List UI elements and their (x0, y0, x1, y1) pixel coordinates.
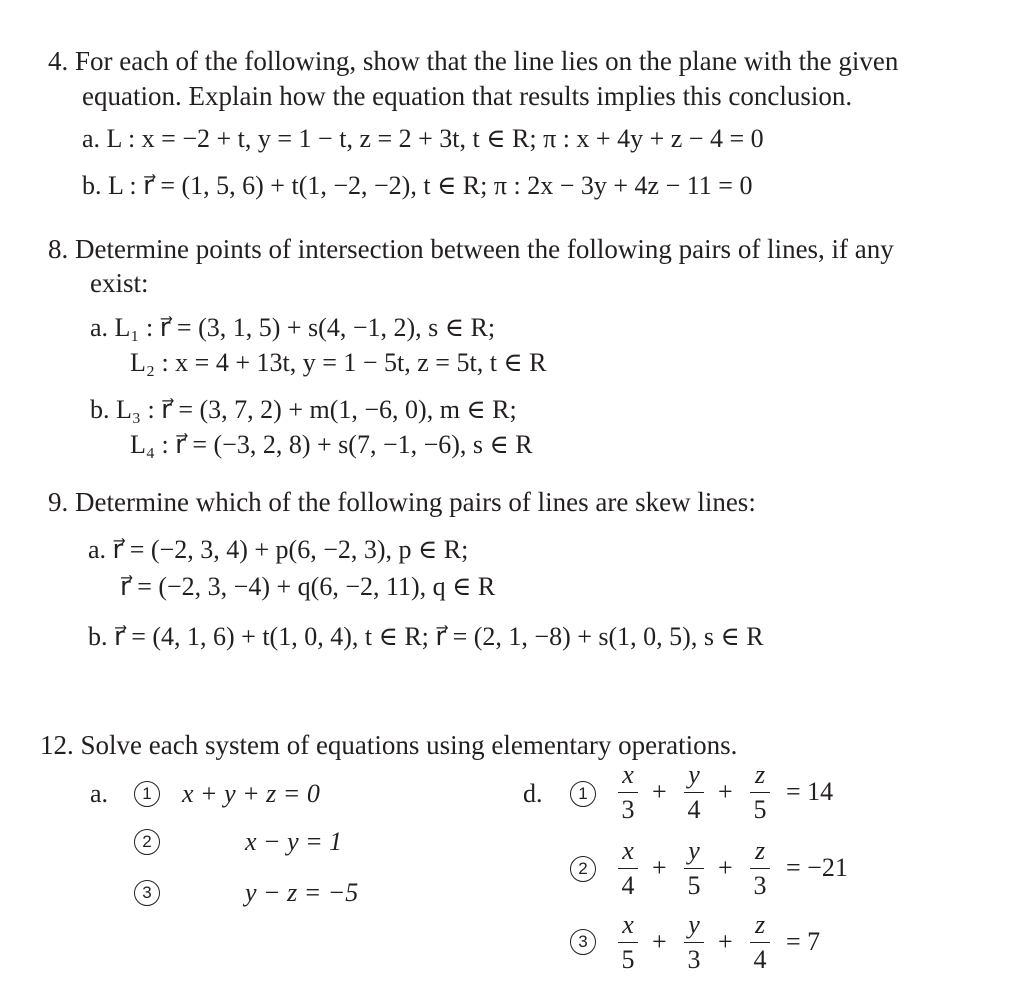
problem-8a-line-2: L₂ : x = 4 + 13t, y = 1 − 5t, z = 5t, t ∈ R (130, 348, 547, 377)
problem-9a-line-2: r⃗ = (−2, 3, −4) + q(6, −2, 11), q ∈ R (120, 572, 496, 601)
numerator: x (622, 760, 634, 789)
fraction-y-over-4 (682, 760, 706, 825)
fraction-z-over-3 (748, 836, 772, 901)
circled-number-3: 3 (570, 929, 596, 955)
fraction-x-over-3 (616, 760, 640, 825)
denominator: 3 (621, 795, 635, 824)
plus-sign: + (652, 853, 667, 882)
numerator: y (688, 836, 700, 865)
denominator: 3 (753, 871, 767, 900)
denominator: 3 (687, 945, 701, 974)
denominator: 4 (753, 945, 767, 974)
problem-12d-label: d. (523, 779, 543, 808)
fraction-bar (684, 868, 704, 869)
problem-8b-line-1: b. L₃ : r⃗ = (3, 7, 2) + m(1, −6, 0), m ∈ R; (90, 395, 517, 424)
numerator: z (754, 760, 766, 789)
numerator: x (622, 836, 634, 865)
circled-number-1: 1 (134, 781, 160, 807)
fraction-bar (618, 792, 638, 793)
problem-12a-equation-3: y − z = −5 (245, 878, 359, 907)
plus-sign: + (652, 927, 667, 956)
fraction-bar (750, 868, 770, 869)
problem-12a-label: a. (90, 779, 109, 808)
fraction-y-over-5 (682, 836, 706, 901)
problem-4a: a. L : x = −2 + t, y = 1 − t, z = 2 + 3t, t ∈ R; π : x + 4y + z − 4 = 0 (82, 124, 764, 153)
right-hand-side: = −21 (786, 853, 848, 882)
fraction-bar (750, 942, 770, 943)
denominator: 4 (687, 795, 701, 824)
plus-sign: + (718, 927, 733, 956)
fraction-x-over-4 (616, 836, 640, 901)
problem-12-intro: 12. Solve each system of equations using elementary operations. (40, 730, 738, 760)
problem-9-intro: 9. Determine which of the following pairs of lines are skew lines: (48, 487, 756, 517)
fraction-y-over-3 (682, 910, 706, 975)
numerator: x (622, 910, 634, 939)
problem-4-intro-line-1: 4. For each of the following, show that the line lies on the plane with the given (48, 46, 899, 76)
problem-8a-line-1: a. L₁ : r⃗ = (3, 1, 5) + s(4, −1, 2), s ∈ R; (90, 313, 496, 342)
plus-sign: + (652, 777, 667, 806)
problem-9b: b. r⃗ = (4, 1, 6) + t(1, 0, 4), t ∈ R; r⃗ = (2, 1, −8) + s(1, 0, 5), s ∈ R (88, 622, 764, 651)
numerator: y (688, 760, 700, 789)
problem-8b-line-2: L₄ : r⃗ = (−3, 2, 8) + s(7, −1, −6), s ∈ R (130, 430, 533, 459)
fraction-z-over-5 (748, 760, 772, 825)
problem-4b: b. L : r⃗ = (1, 5, 6) + t(1, −2, −2), t ∈ R; π : 2x − 3y + 4z − 11 = 0 (82, 171, 753, 200)
denominator: 5 (687, 871, 701, 900)
right-hand-side: = 14 (786, 777, 834, 806)
denominator: 5 (621, 945, 635, 974)
problem-12a-equation-1: x + y + z = 0 (182, 779, 320, 808)
numerator: z (754, 836, 766, 865)
plus-sign: + (718, 777, 733, 806)
circled-number-2: 2 (134, 829, 160, 855)
problem-8-intro-line-1: 8. Determine points of intersection between the following pairs of lines, if any (48, 234, 894, 264)
denominator: 4 (621, 871, 635, 900)
fraction-bar (684, 792, 704, 793)
problem-9a-line-1: a. r⃗ = (−2, 3, 4) + p(6, −2, 3), p ∈ R; (88, 535, 469, 564)
denominator: 5 (753, 795, 767, 824)
fraction-bar (750, 792, 770, 793)
problem-4-intro-line-2: equation. Explain how the equation that results implies this conclusion. (82, 81, 853, 111)
fraction-bar (684, 942, 704, 943)
circled-number-3: 3 (134, 880, 160, 906)
fraction-bar (618, 868, 638, 869)
circled-number-1: 1 (570, 781, 596, 807)
numerator: y (688, 910, 700, 939)
fraction-x-over-5 (616, 910, 640, 975)
fraction-bar (618, 942, 638, 943)
problem-8-intro-line-2: exist: (90, 268, 149, 298)
right-hand-side: = 7 (786, 927, 821, 956)
numerator: z (754, 910, 766, 939)
circled-number-2: 2 (570, 856, 596, 882)
plus-sign: + (718, 853, 733, 882)
fraction-z-over-4 (748, 910, 772, 975)
problem-12a-equation-2: x − y = 1 (245, 827, 343, 856)
